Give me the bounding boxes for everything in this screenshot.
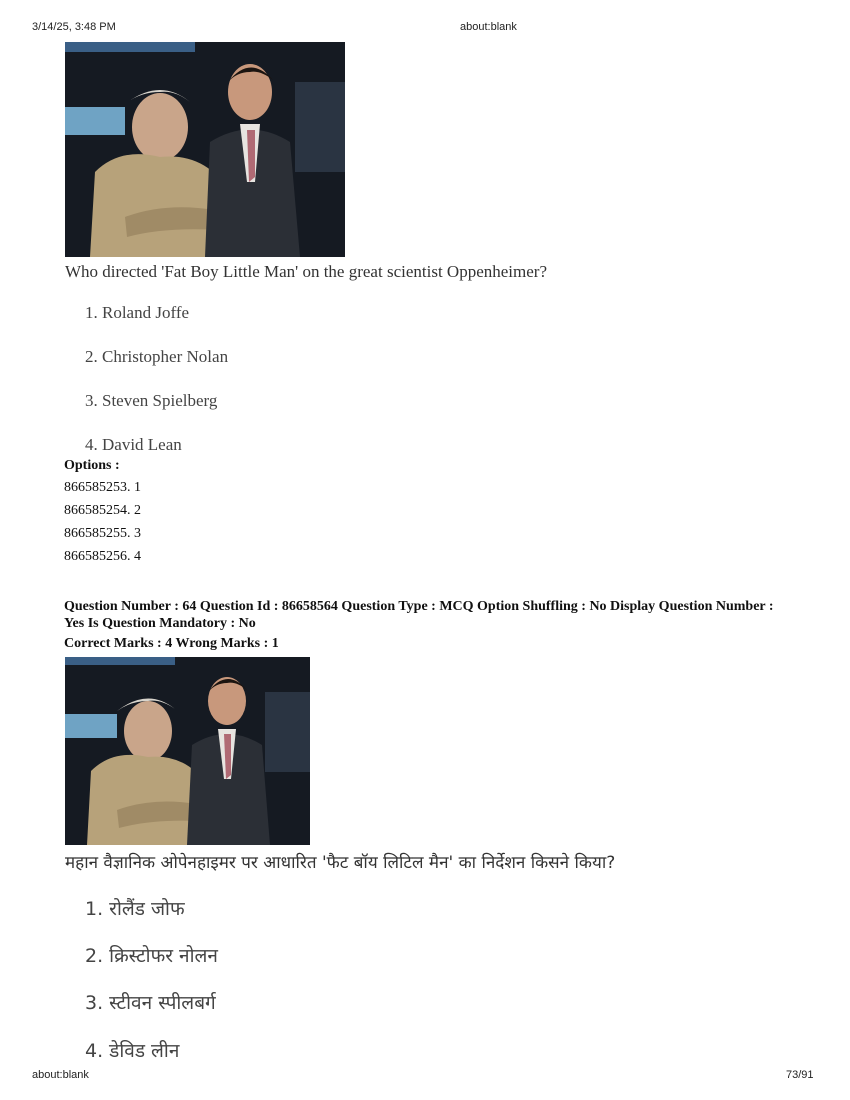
options-label: Options : xyxy=(64,458,120,473)
choice-2-hindi: 2. क्रिस्टोफर नोलन xyxy=(85,945,218,967)
option-id-3: 866585255. 3 xyxy=(64,526,141,541)
photo-two-men xyxy=(65,657,310,845)
choice-2: 2. Christopher Nolan xyxy=(85,347,229,366)
print-datetime: 3/14/25, 3:48 PM xyxy=(32,21,116,33)
marks-line: Correct Marks : 4 Wrong Marks : 1 xyxy=(64,636,279,651)
choice-1: 1. Roland Joffe xyxy=(85,303,190,322)
question-text-hindi: महान वैज्ञानिक ओपेनहाइमर पर आधारित 'फैट बॉय लिटिल मैन' का निर्देशन किसने किया? xyxy=(65,853,616,873)
question-text: Who directed 'Fat Boy Little Man' on the great scientist Oppenheimer? xyxy=(65,262,547,281)
question-image xyxy=(65,42,345,257)
choice-4: 4. David Lean xyxy=(85,435,182,454)
choice-4-hindi: 4. डेविड लीन xyxy=(85,1040,180,1062)
print-page-title: about:blank xyxy=(460,21,517,33)
print-url: about:blank xyxy=(32,1069,89,1081)
question-image xyxy=(65,657,310,845)
photo-two-men xyxy=(65,42,345,257)
choice-3: 3. Steven Spielberg xyxy=(85,391,218,410)
option-id-4: 866585256. 4 xyxy=(64,549,141,564)
option-id-1: 866585253. 1 xyxy=(64,480,141,495)
choice-3-hindi: 3. स्टीवन स्पीलबर्ग xyxy=(85,992,216,1014)
choice-1-hindi: 1. रोलैंड जोफ xyxy=(85,898,185,920)
option-id-2: 866585254. 2 xyxy=(64,503,141,518)
question-meta: Question Number : 64 Question Id : 86658564 Question Type : MCQ Option Shuffling : No Display Question Number : Yes Is Question Mandatory : No xyxy=(64,599,774,631)
page-counter: 73/91 xyxy=(786,1069,814,1081)
